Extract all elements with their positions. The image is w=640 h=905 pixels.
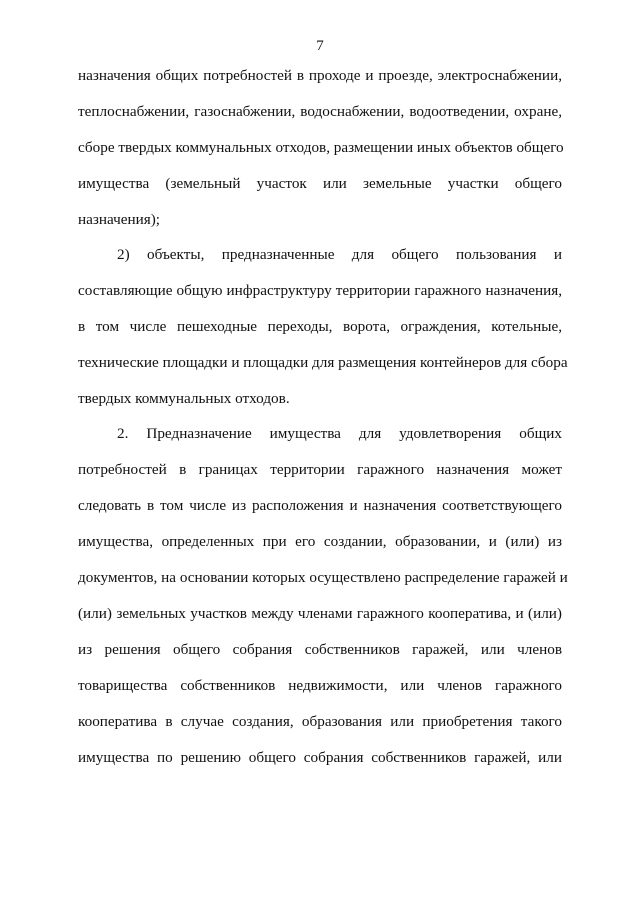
- text-line: технические площадки и площадки для размещения контейнеров для сбора: [78, 354, 568, 371]
- text-line: в том числе пешеходные переходы, ворота, ограждения, котельные,: [78, 318, 562, 335]
- text-line: из решения общего собрания собственников гаражей, или членов: [78, 641, 562, 658]
- text-line: назначения общих потребностей в проходе и проезде, электроснабжении,: [78, 67, 562, 84]
- text-line: 2. Предназначение имущества для удовлетворения общих: [117, 425, 562, 442]
- text-line: имущества (земельный участок или земельные участки общего: [78, 175, 562, 192]
- text-line: имущества по решению общего собрания собственников гаражей, или: [78, 749, 562, 766]
- text-line: имущества, определенных при его создании, образовании, и (или) из: [78, 533, 562, 550]
- text-line: теплоснабжении, газоснабжении, водоснабжении, водоотведении, охране,: [78, 103, 562, 120]
- text-line: сборе твердых коммунальных отходов, размещении иных объектов общего: [78, 139, 564, 156]
- text-line: документов, на основании которых осуществлено распределение гаражей и: [78, 569, 568, 586]
- text-line: 2) объекты, предназначенные для общего пользования и: [117, 246, 562, 263]
- text-line: твердых коммунальных отходов.: [78, 390, 290, 407]
- text-line: товарищества собственников недвижимости, или членов гаражного: [78, 677, 562, 694]
- page-number: 7: [316, 38, 324, 54]
- text-line: назначения);: [78, 211, 161, 228]
- text-line: составляющие общую инфраструктуру территории гаражного назначения,: [78, 282, 562, 299]
- text-line: потребностей в границах территории гаражного назначения может: [78, 461, 562, 478]
- text-line: кооператива в случае создания, образования или приобретения такого: [78, 713, 562, 730]
- text-line: (или) земельных участков между членами гаражного кооператива, и (или): [78, 605, 562, 622]
- text-line: следовать в том числе из расположения и назначения соответствующего: [78, 497, 562, 514]
